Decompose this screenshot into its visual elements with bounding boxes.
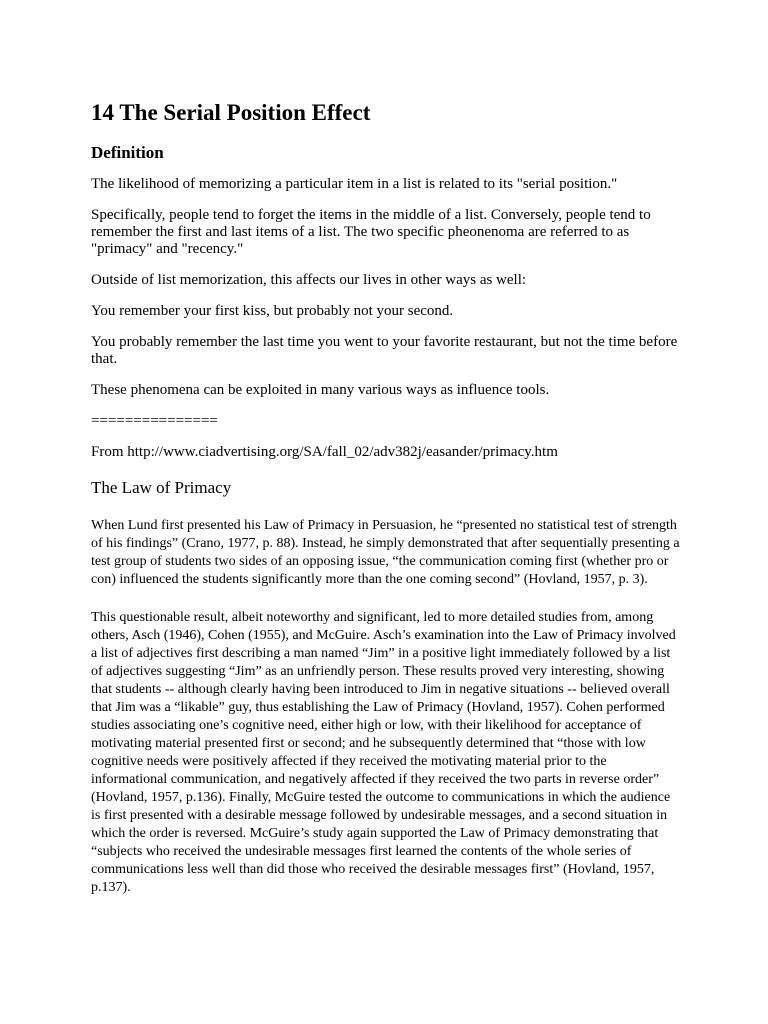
definition-paragraph: You remember your first kiss, but probably not your second. (91, 303, 454, 319)
definition-paragraph: The likelihood of memorizing a particular item in a list is related to its "serial position." (91, 176, 618, 192)
law-paragraph: When Lund first presented his Law of Primacy in Persuasion, he “presented no statistical test of strength of his findings” (Crano, 1977, p. 88). Instead, he simply demonstrated that after sequentially presenting a test group of students two sides of an opposing issue, “the communication coming first (whether pro or con) influenced the students significantly more than the one coming second” (Hovland, 1957, p. 3). (91, 518, 680, 587)
document-title: 14 The Serial Position Effect (91, 100, 371, 125)
definition-paragraph: These phenomena can be exploited in many various ways as influence tools. (91, 382, 550, 398)
law-paragraph: This questionable result, albeit noteworthy and significant, led to more detailed studies from, among others, Asch (1946), Cohen (1955), and McGuire. Asch’s examination into the Law of Primacy involved a list of adjectives first describing a man named “Jim” in a positive light immediately followed by a list of adjectives suggesting “Jim” as an unfriendly person. These results proved very interesting, showing that students -- although clearly having been introduced to Jim in negative situations -- believed overall that Jim was a “likable” guy, thus establishing the Law of Primacy (Hovland, 1957). Cohen performed studies associating one’s cognitive need, either high or low, with their likelihood for acceptance of motivating material presented first or second; and he subsequently determined that “those with low cognitive needs were positively affected if they received the motivating material prior to the informational communication, and negatively affected if they received the two parts in reverse order” (Hovland, 1957, p.136). Finally, McGuire tested the outcome to communications in which the audience is first presented with a desirable message followed by undesirable messages, and a second situation in which the order is reversed. McGuire’s study again supported the Law of Primacy demonstrating that “subjects who received the undesirable messages first learned the contents of the whole series of communications less well than did those who received the desirable messages first” (Hovland, 1957, p.137). (91, 610, 676, 895)
document-page (91, 98, 681, 917)
definition-paragraph: Specifically, people tend to forget the items in the middle of a list. Conversely, people tend to remember the first and last items of a list. The two specific pheonenoma are referred to as "primacy" and "recency." (91, 207, 651, 257)
text-divider: =============== (91, 413, 218, 429)
source-citation: From http://www.ciadvertising.org/SA/fall_02/adv382j/easander/primacy.htm (91, 444, 558, 460)
definition-paragraph: You probably remember the last time you went to your favorite restaurant, but not the time before that. (91, 334, 678, 367)
law-of-primacy-heading: The Law of Primacy (91, 478, 232, 497)
definition-heading: Definition (91, 143, 164, 162)
definition-paragraph: Outside of list memorization, this affects our lives in other ways as well: (91, 272, 527, 288)
